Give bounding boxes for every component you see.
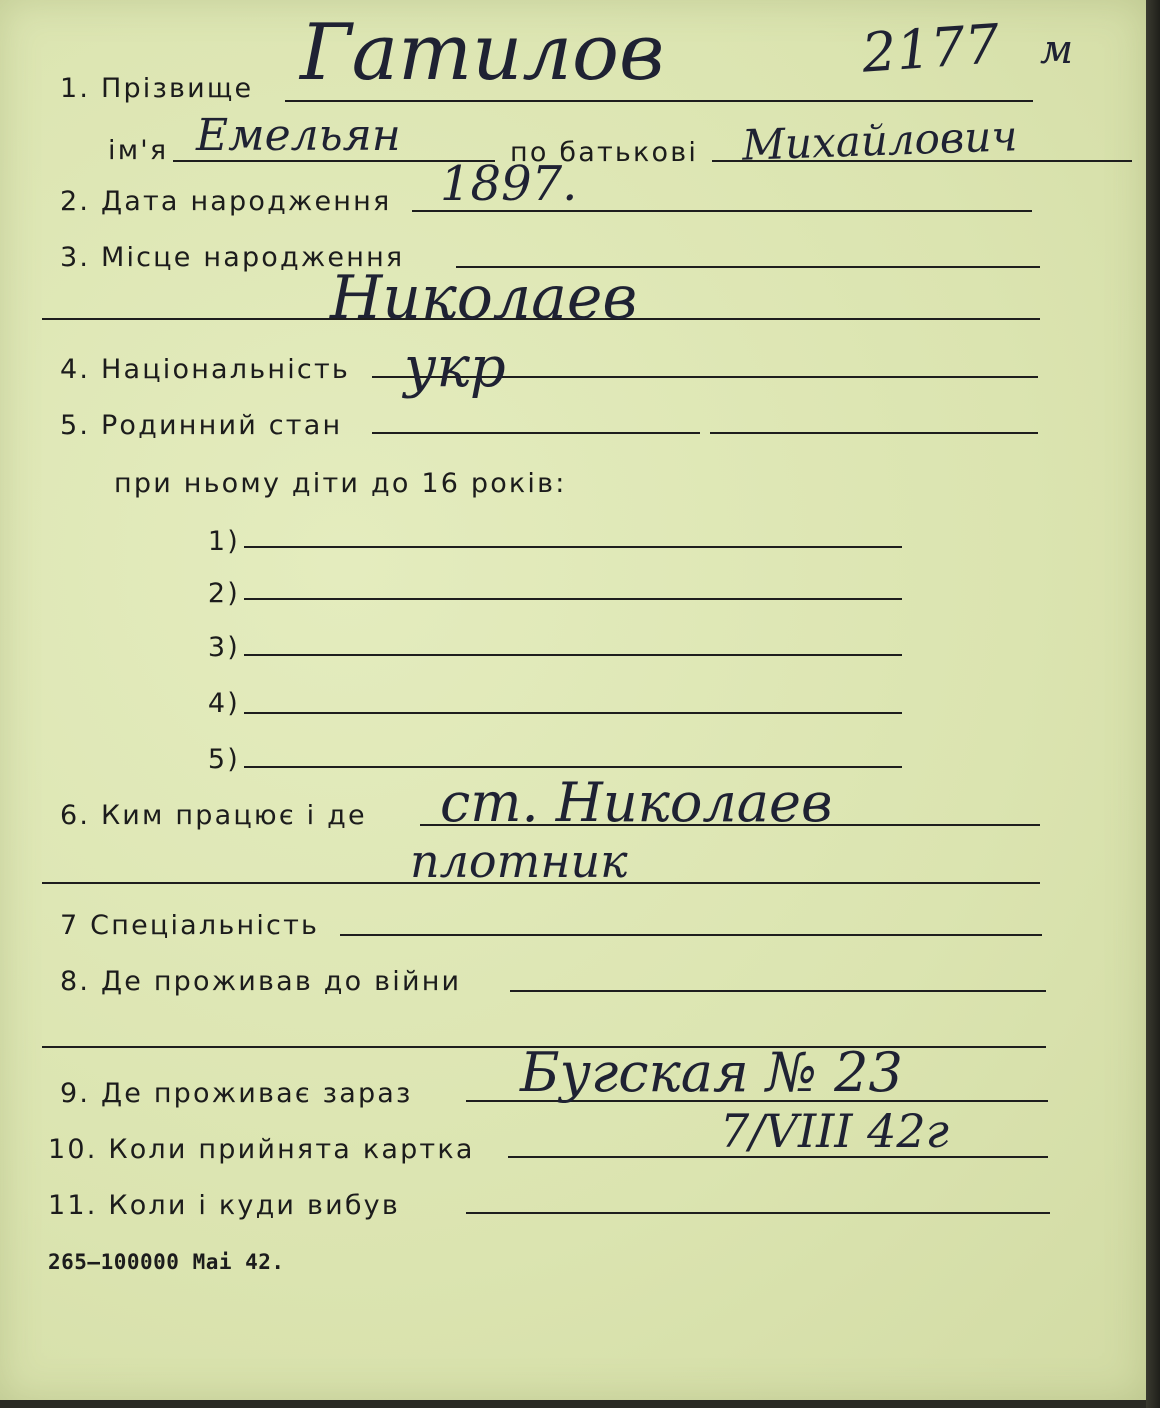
surname-label: 1. Прізвище (60, 73, 254, 104)
work-value-line2: плотник (410, 834, 628, 888)
child-5-line (244, 766, 902, 768)
work-label: 6. Ким працює і де (60, 800, 367, 831)
corner-mark: м (1040, 27, 1074, 73)
first-name-label: ім'я (108, 135, 169, 166)
child-2-line (244, 598, 902, 600)
child-4-number: 4) (207, 688, 240, 719)
birth-date-value: 1897. (440, 156, 578, 212)
birth-date-label: 2. Дата народження (60, 186, 392, 217)
birth-place-label: 3. Місце народження (60, 242, 405, 273)
surname-value: Гатилов (300, 8, 665, 98)
card-accepted-value: 7/VIII 42г (720, 1104, 949, 1158)
patronymic-value: Михайлович (741, 111, 1019, 170)
birth-place-value: Николаев (330, 263, 638, 333)
current-residence-label: 9. Де проживає зараз (60, 1078, 413, 1109)
corner-number: 2177 (859, 12, 1002, 85)
work-value-line1: ст. Николаев (440, 771, 833, 834)
departed-label: 11. Коли і куди вибув (48, 1190, 400, 1221)
card-edge-shadow (1146, 0, 1160, 1408)
child-4-line (244, 712, 902, 714)
nationality-label: 4. Національність (60, 354, 350, 385)
prewar-residence-line1 (510, 990, 1046, 992)
current-residence-value: Бугская № 23 (520, 1041, 903, 1104)
child-1-number: 1) (207, 526, 240, 557)
marital-status-line2 (710, 432, 1038, 434)
child-5-number: 5) (207, 744, 240, 775)
patronymic-label: по батькові (510, 137, 699, 168)
specialty-line (340, 934, 1042, 936)
child-2-number: 2) (207, 578, 240, 609)
print-code: 265—100000 Mai 42. (48, 1250, 285, 1274)
first-name-value: Емельян (196, 110, 401, 161)
child-3-line (244, 654, 902, 656)
departed-line (466, 1212, 1050, 1214)
nationality-value: укр (404, 335, 506, 400)
marital-status-label: 5. Родинний стан (60, 410, 343, 441)
surname-line (285, 100, 1033, 102)
children-label: при ньому діти до 16 років: (114, 468, 567, 499)
specialty-label: 7 Спеціальність (60, 910, 320, 941)
child-1-line (244, 546, 902, 548)
card-accepted-label: 10. Коли прийнята картка (48, 1134, 475, 1165)
marital-status-line1 (372, 432, 700, 434)
child-3-number: 3) (207, 632, 240, 663)
prewar-residence-label: 8. Де проживав до війни (60, 966, 462, 997)
